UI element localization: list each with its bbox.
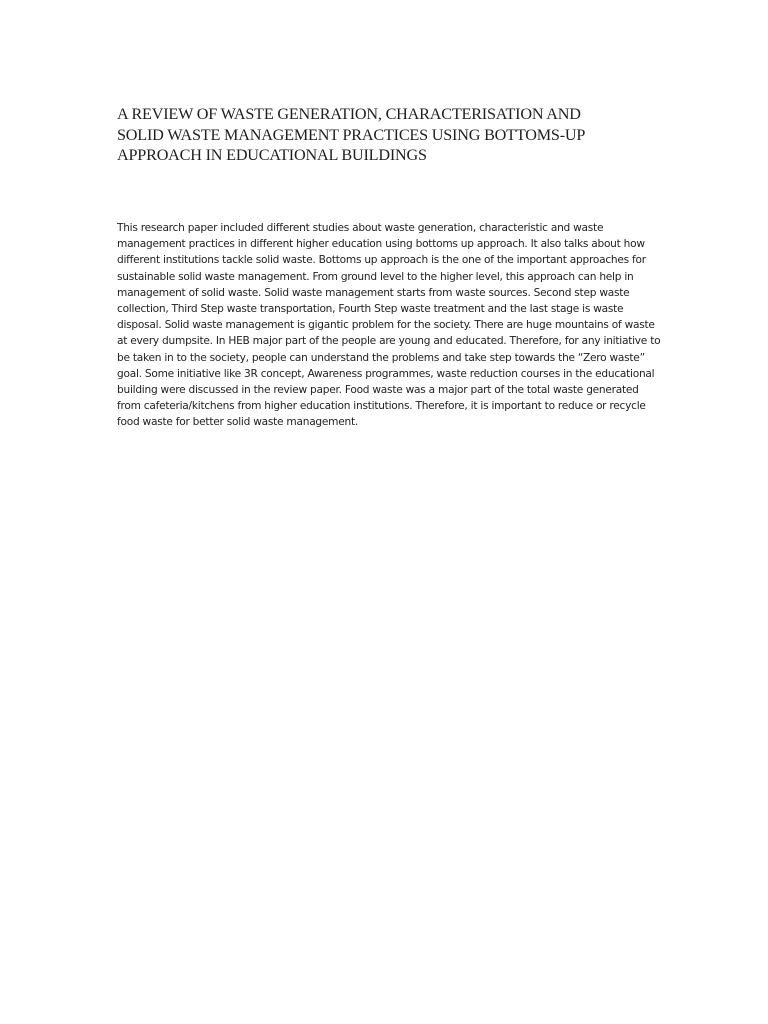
- document-title: A REVIEW OF WASTE GENERATION, CHARACTERISATION AND SOLID WASTE MANAGEMENT PRACTICES USING BOTTOMS-UP APPROACH IN EDUCATIONAL BUILDINGS: [117, 105, 586, 164]
- abstract-paragraph: This research paper included different studies about waste generation, characteristic and waste management practices in different higher education using bottoms up approach. It also talks about how different institutions tackle solid waste. Bottoms up approach is the one of the important approaches for sustainable solid waste management. From ground level to the higher level, this approach can help in management of solid waste. Solid waste management starts from waste sources. Second step waste collection, Third Step waste transportation, Fourth Step waste treatment and the last stage is waste disposal. Solid waste management is gigantic problem for the society. There are huge mountains of waste at every dumpsite. In HEB major part of the people are young and educated. Therefore, for any initiative to be taken in to the society, people can understand the problems and take step towards the “Zero waste” goal. Some initiative like 3R concept, Awareness programmes, waste reduction courses in the educational building were discussed in the review paper. Food waste was a major part of the total waste generated from cafeteria/kitchens from higher education institutions. Therefore, it is important to reduce or recycle food waste for better solid waste management.: [117, 222, 661, 429]
